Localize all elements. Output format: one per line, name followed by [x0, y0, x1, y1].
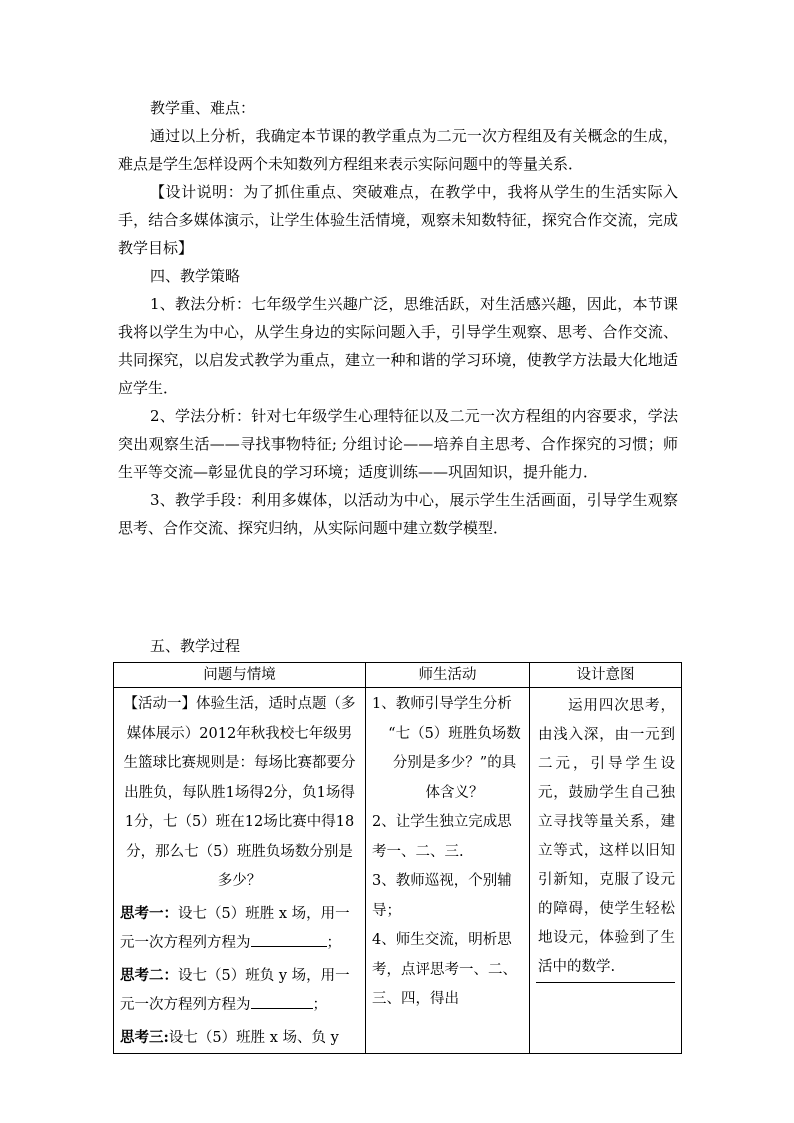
activity-item-1-cont: “七（5）班胜负场数分别是多少？”的具体含义？ — [388, 725, 521, 801]
think-one-text: 设七（5）班胜 x 场，用一元一次方程列方程为 — [120, 905, 350, 951]
activity-item-3: 3、教师巡视，个别辅导； — [372, 873, 512, 919]
think-one — [114, 897, 365, 959]
think-two-text: 设七（5）班负 y 场，用一元一次方程列方程为 — [120, 967, 350, 1013]
think-two — [114, 959, 365, 1021]
table-cell-activity — [366, 688, 530, 1054]
think-three — [114, 1021, 365, 1054]
paragraph-strategy-2: 2、学法分析：针对七年级学生心理特征以及二元一次方程组的内容要求，学法突出观察生活——寻找事物特征; 分组讨论——培养自主思考、合作探究的习惯；师生平等交流—彰显优良的学习环境；适度训练——巩固知识，提升能力． — [118, 407, 678, 481]
paragraph-design-note: 【设计说明：为了抓住重点、突破难点，在教学中，我将从学生的生活实际入手，结合多媒体演示，让学生体验生活情境，观察未知数特征，探究合作交流，完成教学目标】 — [118, 183, 678, 257]
answer-blank — [251, 930, 327, 947]
table-header-cell: 问题与情境 — [114, 663, 366, 688]
heading-process: 五、教学过程 — [150, 637, 241, 655]
table-header-cell: 师生活动 — [366, 663, 530, 688]
paragraph-strategy-3: 3、教学手段：利用多媒体，以活动为中心，展示学生生活画面，引导学生观察思考、合作交流、探究归纳，从实际问题中建立数学模型． — [118, 491, 678, 537]
activity-item-2: 2、让学生独立完成思考一、二、三. — [372, 814, 512, 860]
body-section-key-points — [118, 94, 678, 542]
paragraph-strategy-1: 1、教法分析：七年级学生兴趣广泛，思维活跃，对生活感兴趣，因此，本节课我将以学生为中心，从学生身边的实际问题入手，引导学生观察、思考、合作交流、共同探究，以启发式教学为重点，建立一种和谐的学习环境，使教学方法最大化地适应学生． — [118, 295, 678, 397]
answer-blank — [251, 992, 313, 1009]
think-one-end: ； — [326, 935, 341, 951]
activity-item-1: 1、教师引导学生分析 — [372, 696, 512, 712]
heading-key-points: 教学重、难点： — [150, 99, 256, 117]
activity-item-4: 4、师生交流，明析思考，点评思考一、二、三、四，得出 — [372, 932, 517, 1007]
table-row — [114, 688, 682, 1054]
think-three-label: 思考三: — [120, 1028, 169, 1046]
table-cell-intent — [530, 688, 682, 1054]
think-two-end: ； — [312, 997, 327, 1013]
process-table — [113, 662, 682, 1054]
heading-strategy: 四、教学策略 — [150, 267, 241, 285]
think-one-label: 思考一： — [120, 904, 178, 922]
think-two-label: 思考二： — [120, 966, 178, 984]
table-header-row — [114, 663, 682, 688]
paragraph-key-points: 通过以上分析，我确定本节课的教学重点为二元一次方程组及有关概念的生成，难点是学生怎样设两个未知数列方程组来表示实际问题中的等量关系． — [118, 127, 678, 173]
design-intent-text: 运用四次思考，由浅入深，由一元到二元，引导学生设元，鼓励学生自己独立寻找等量关系，建立等式，这样以旧知引新知，克服了设元的障碍，使学生轻松地设元，体验到了生活中的数学. — [538, 698, 675, 975]
divider — [536, 982, 675, 983]
table-cell-situation — [114, 688, 366, 1054]
table-header-cell: 设计意图 — [530, 663, 682, 688]
think-three-text: 设七（5）班胜 x 场、负 y — [168, 1029, 339, 1046]
teacher-activity-list — [366, 688, 529, 1015]
activity-one-text: 【活动一】体验生活，适时点题（多媒体展示）2012年秋我校七年级男生篮球比赛规则是：每场比赛都要分出胜负，每队胜1场得2分，负1场得1分，七（5）班在12场比赛中得18分，那么七（5）班胜负场数分别是多少？ — [123, 696, 356, 889]
